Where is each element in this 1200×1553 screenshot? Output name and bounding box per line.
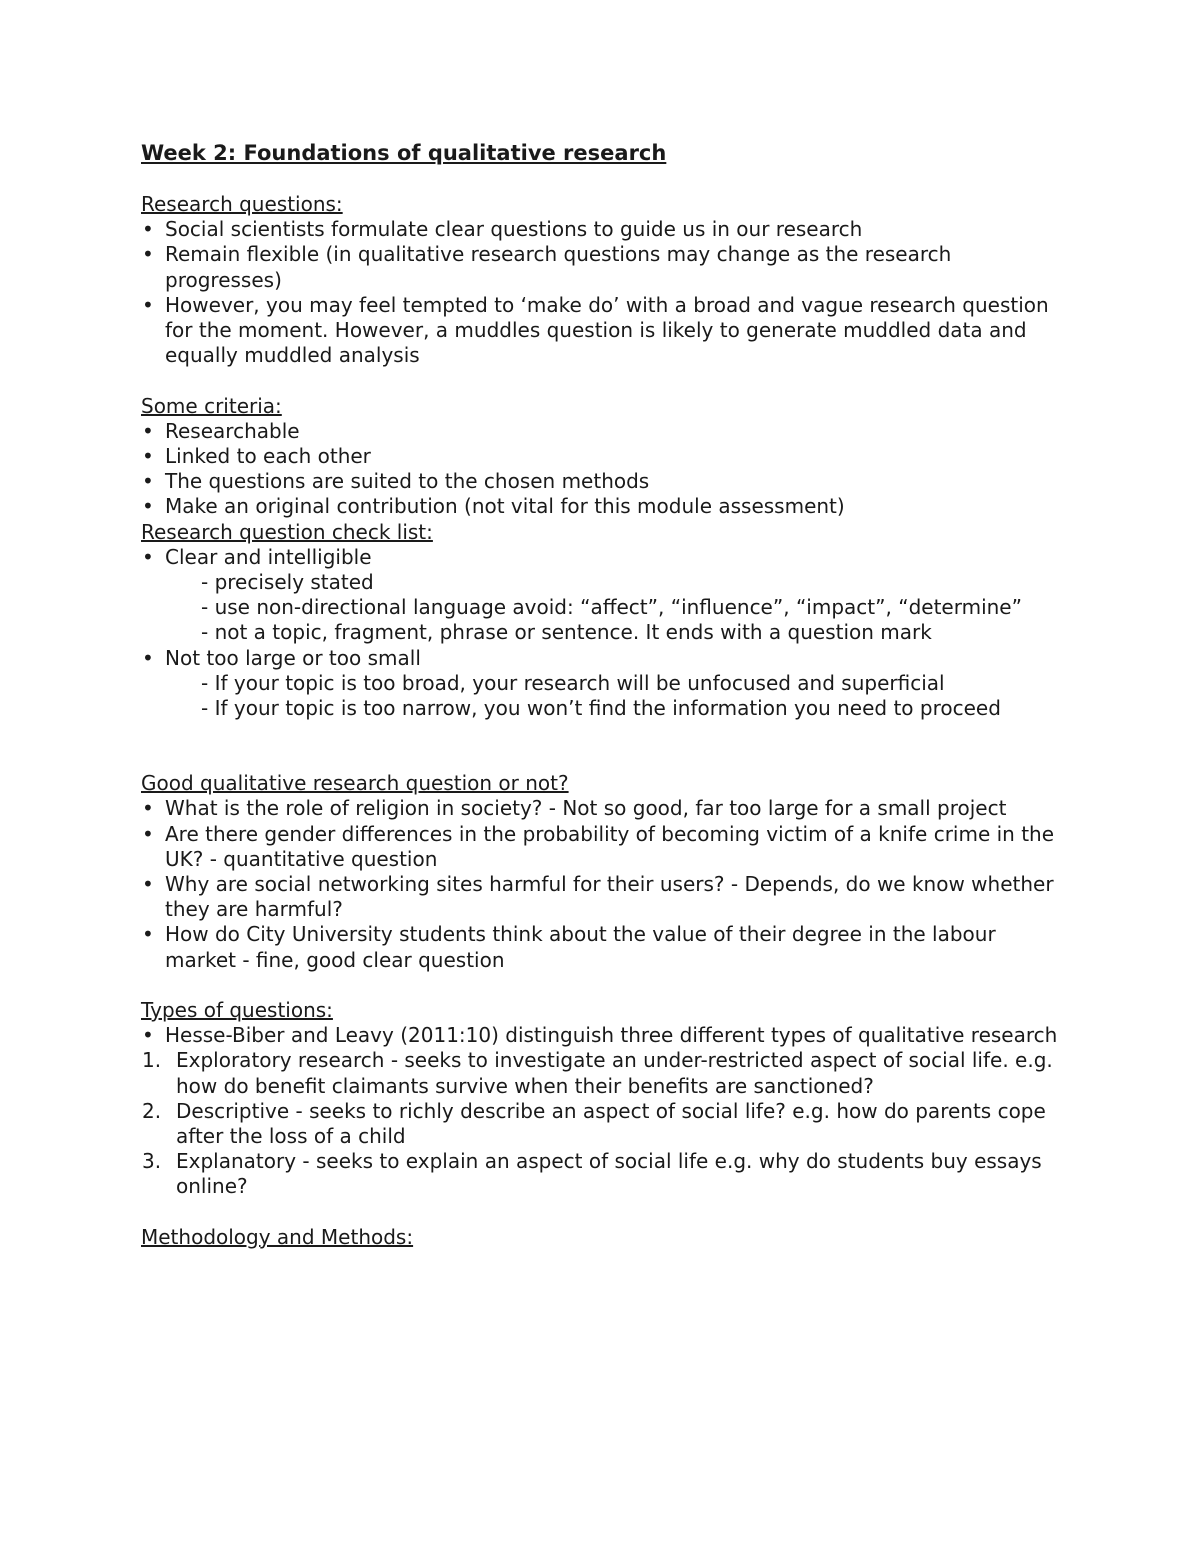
item-text: Descriptive - seeks to richly describe an aspect of social life? e.g. how do parents cope after the loss of a child [176,1098,1046,1149]
document-title: Week 2: Foundations of qualitative research [141,141,667,165]
list-item: • The questions are suited to the chosen methods [141,469,1071,494]
numbered-item [141,1099,1071,1149]
list-item: • Make an original contribution (not vital for this module assessment) [141,494,1071,519]
checklist-sub-item: - If your topic is too broad, your research will be unfocused and superficial [201,670,945,695]
list-item: • Remain flexible (in qualitative research questions may change as the research progresses) [141,242,1071,292]
research-questions-list [141,217,1071,368]
checklist-sub-item: - If your topic is too narrow, you won’t find the information you need to proceed [201,696,1001,721]
criteria-heading: Some criteria: [141,393,282,418]
list-item: • Social scientists formulate clear questions to guide us in our research [141,217,1071,242]
checklist-list [141,545,1071,570]
list-item: • Not too large or too small [141,646,1071,671]
numbered-item [141,1149,1071,1199]
good-or-not-list [141,796,1071,972]
list-item: • How do City University students think about the value of their degree in the labour market - fine, good clear question [141,922,1071,972]
checklist-sub-item: - precisely stated [201,570,374,595]
list-item: • However, you may feel tempted to ‘make do’ with a broad and vague research question for the moment. However, a muddles question is likely to generate muddled data and equally muddled analysis [141,293,1071,369]
item-number: 1. [142,1048,162,1073]
list-item: • Why are social networking sites harmful for their users? - Depends, do we know whether they are harmful? [141,872,1071,922]
checklist-heading: Research question check list: [141,519,433,544]
checklist-sub-item: - use non-directional language avoid: “affect”, “influence”, “impact”, “determine” [201,595,1022,620]
item-number: 3. [142,1149,162,1174]
methodology-heading: Methodology and Methods: [141,1224,414,1249]
list-item: • Linked to each other [141,444,1071,469]
list-item: • Clear and intelligible [141,545,1071,570]
checklist-sub-item: - not a topic, fragment, phrase or sentence. It ends with a question mark [201,620,932,645]
types-numbered-list [141,1048,1071,1199]
types-heading: Types of questions: [141,998,333,1023]
checklist-list-2 [141,646,1071,671]
item-number: 2. [142,1098,162,1123]
types-list [141,1023,1071,1048]
criteria-list [141,419,1071,520]
numbered-item [141,1048,1071,1098]
good-or-not-heading: Good qualitative research question or not? [141,771,569,796]
item-text: Exploratory research - seeks to investigate an under-restricted aspect of social life. e.g. how do benefit claimants survive when their benefits are sanctioned? [176,1048,1053,1098]
document-page [141,140,1071,1250]
list-item: • Researchable [141,419,1071,444]
research-questions-heading: Research questions: [141,192,343,216]
list-item: • What is the role of religion in society? - Not so good, far too large for a small project [141,796,1071,821]
list-item: • Hesse-Biber and Leavy (2011:10) distinguish three different types of qualitative research [141,1023,1071,1048]
item-text: Explanatory - seeks to explain an aspect of social life e.g. why do students buy essays online? [176,1149,1042,1199]
list-item: • Are there gender differences in the probability of becoming victim of a knife crime in the UK? - quantitative question [141,822,1071,872]
